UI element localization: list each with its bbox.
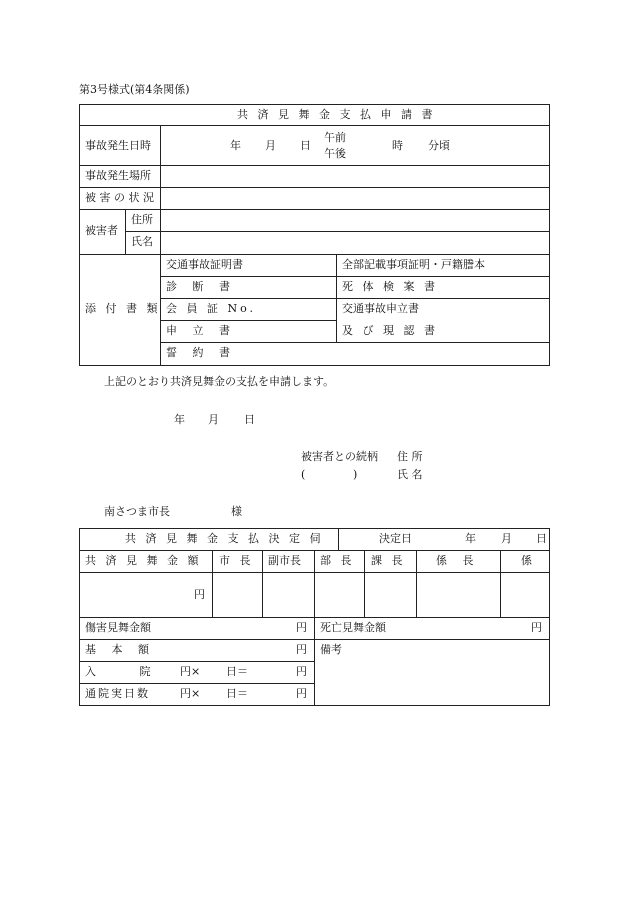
accident-place-label: 事故発生場所 <box>85 169 151 182</box>
applicant-name-label: 氏 名 <box>397 468 423 481</box>
basic-yen: 円 <box>296 643 307 656</box>
death-amount-label: 死亡見舞金額 <box>320 621 386 634</box>
column-amount: 共 済 見 舞 金 額 <box>85 554 202 567</box>
hospital-label: 入 院 <box>85 665 171 678</box>
attachment-statement: 申 立 書 <box>166 324 236 337</box>
death-yen: 円 <box>531 621 542 634</box>
attachment-member-card: 会 員 証 No. <box>166 302 257 315</box>
accident-year-label: 年 <box>230 139 241 152</box>
addressee-mayor: 南さつま市長 <box>104 505 170 518</box>
date-day-label: 日 <box>244 413 255 426</box>
attachment-accident-report-1: 交通事故申立書 <box>342 302 419 315</box>
accident-datetime-label: 事故発生日時 <box>85 139 151 152</box>
attachment-accident-cert: 交通事故証明書 <box>166 258 243 271</box>
accident-month-label: 月 <box>265 139 276 152</box>
remarks-label: 備考 <box>320 643 342 656</box>
attachment-accident-report-2: 及 び 現 認 書 <box>342 324 438 337</box>
relation-paren-open: ( <box>301 468 306 481</box>
date-month-label: 月 <box>208 413 219 426</box>
attachment-family-register: 全部記載事項証明・戸籍謄本 <box>342 258 485 271</box>
victim-name-label: 氏名 <box>131 235 153 248</box>
attachments-label: 添 付 書 類 <box>85 302 161 315</box>
column-staff: 係 <box>521 554 532 567</box>
minute-label: 分頃 <box>428 139 450 152</box>
column-deputy-mayor: 副市長 <box>268 554 301 567</box>
form-id: 第3号様式(第4条関係) <box>79 83 190 96</box>
decision-day-label: 日 <box>536 532 547 545</box>
column-director: 部 長 <box>320 554 355 567</box>
victim-label: 被害者 <box>85 224 118 237</box>
hour-label: 時 <box>392 139 403 152</box>
addressee-sama: 様 <box>231 505 242 518</box>
decision-title: 共 済 見 舞 金 支 払 決 定 伺 <box>125 532 324 545</box>
outpatient-yen: 円 <box>296 687 307 700</box>
outpatient-yen-times: 円× <box>180 687 201 700</box>
declaration-text: 上記のとおり共済見舞金の支払を申請します。 <box>104 375 335 388</box>
amount-yen: 円 <box>194 588 205 601</box>
decision-year-label: 年 <box>465 532 476 545</box>
outpatient-days-eq: 日＝ <box>226 687 248 700</box>
column-mayor: 市 長 <box>219 554 254 567</box>
injury-amount-label: 傷害見舞金額 <box>85 621 151 634</box>
basic-amount-label: 基 本 額 <box>85 643 155 656</box>
decision-date-label: 決定日 <box>379 532 412 545</box>
outpatient-label: 通院実日数 <box>85 687 150 700</box>
hospital-days-eq: 日＝ <box>226 665 248 678</box>
column-section-chief: 課 長 <box>371 554 406 567</box>
pm-label: 午後 <box>324 147 346 160</box>
victim-address-label: 住所 <box>131 213 153 226</box>
hospital-yen-times: 円× <box>180 665 201 678</box>
injury-yen: 円 <box>296 621 307 634</box>
relation-label: 被害者との続柄 <box>301 450 378 463</box>
am-label: 午前 <box>324 131 346 144</box>
relation-paren-close: ) <box>353 468 358 481</box>
application-title: 共 済 見 舞 金 支 払 申 請 書 <box>237 108 436 121</box>
column-subsection-chief: 係 長 <box>436 554 480 567</box>
attachment-autopsy: 死 体 検 案 書 <box>342 280 438 293</box>
hospital-yen: 円 <box>296 665 307 678</box>
accident-day-label: 日 <box>300 139 311 152</box>
damage-label: 被 害 の 状 況 <box>85 191 154 204</box>
attachment-pledge: 誓 約 書 <box>166 346 236 359</box>
attachment-diagnosis: 診 断 書 <box>166 280 236 293</box>
decision-month-label: 月 <box>501 532 512 545</box>
date-year-label: 年 <box>174 413 185 426</box>
applicant-address-label: 住 所 <box>397 450 423 463</box>
